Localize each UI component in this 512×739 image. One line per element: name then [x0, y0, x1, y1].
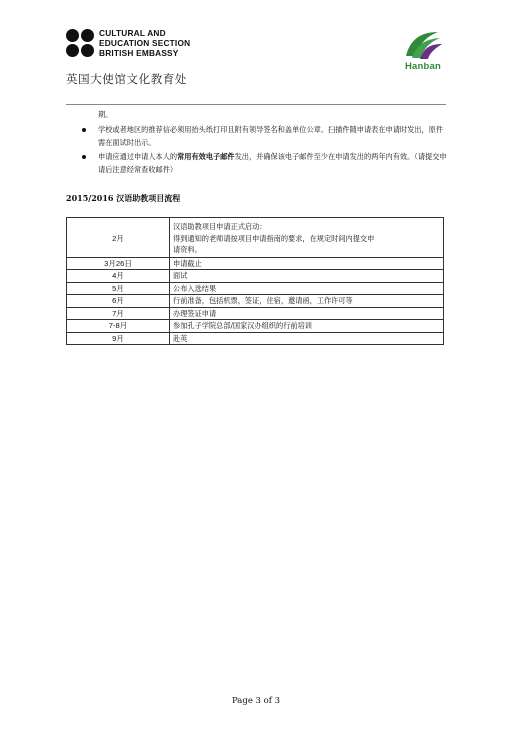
table-row	[67, 320, 444, 333]
event-cell: 办理签证申请	[170, 307, 444, 320]
event-cell: 申请截止	[170, 257, 444, 270]
month-cell: 5月	[67, 282, 170, 295]
bullet-icon	[82, 155, 86, 159]
logo-text: CULTURAL AND EDUCATION SECTION BRITISH EMBASSY	[99, 28, 191, 58]
month-cell: 4月	[67, 270, 170, 283]
event-cell: 行前准备，包括机票，签证，住宿，邀请函，工作许可等	[170, 295, 444, 308]
list-item: 申请应通过申请人本人的常用有效电子邮件发出，并确保该电子邮件至少在申请发出的两年内有效。（请提交申请后注意经常查收邮件）	[80, 151, 450, 176]
paragraph-fragment: 期。	[98, 110, 113, 119]
hanban-wordmark: Hanban	[404, 61, 442, 72]
schedule-table	[66, 217, 444, 345]
table-row	[67, 307, 444, 320]
section-heading: 2015/2016 汉语助教项目流程	[66, 193, 181, 203]
event-cell: 参加孔子学院总部/国家汉办组织的行前培训	[170, 320, 444, 333]
emphasis-text: 常用有效电子邮件	[177, 152, 235, 161]
month-cell: 7月	[67, 307, 170, 320]
bullet-icon	[82, 128, 86, 132]
header-divider	[66, 104, 446, 105]
month-cell: 6月	[67, 295, 170, 308]
month-cell: 2月	[67, 218, 170, 258]
event-cell: 面试	[170, 270, 444, 283]
table-row	[67, 282, 444, 295]
event-cell: 公布入选结果	[170, 282, 444, 295]
british-council-logo	[66, 28, 216, 68]
logo-dots-icon	[66, 29, 96, 59]
embassy-chinese-title: 英国大使馆文化教育处	[66, 74, 187, 86]
event-cell: 汉语助教项目申请正式启动： 得到通知的老师请按项目申请指南的要求，在规定时间内提交申 请资料。	[170, 218, 444, 258]
month-cell: 9月	[67, 332, 170, 345]
event-cell: 赴英	[170, 332, 444, 345]
table-row	[67, 257, 444, 270]
table-row	[67, 332, 444, 345]
list-item: 学校或者地区的推荐信必须用抬头纸打印且附有领导签名和盖单位公章。扫描件随申请表在申请时发出，原件需在面试时出示。	[80, 124, 450, 149]
month-cell: 7-8月	[67, 320, 170, 333]
table-row	[67, 270, 444, 283]
table-row	[67, 295, 444, 308]
page-number: Page 3 of 3	[231, 696, 281, 706]
month-cell: 3月26日	[67, 257, 170, 270]
table-row	[67, 218, 444, 258]
requirements-list	[80, 124, 450, 178]
